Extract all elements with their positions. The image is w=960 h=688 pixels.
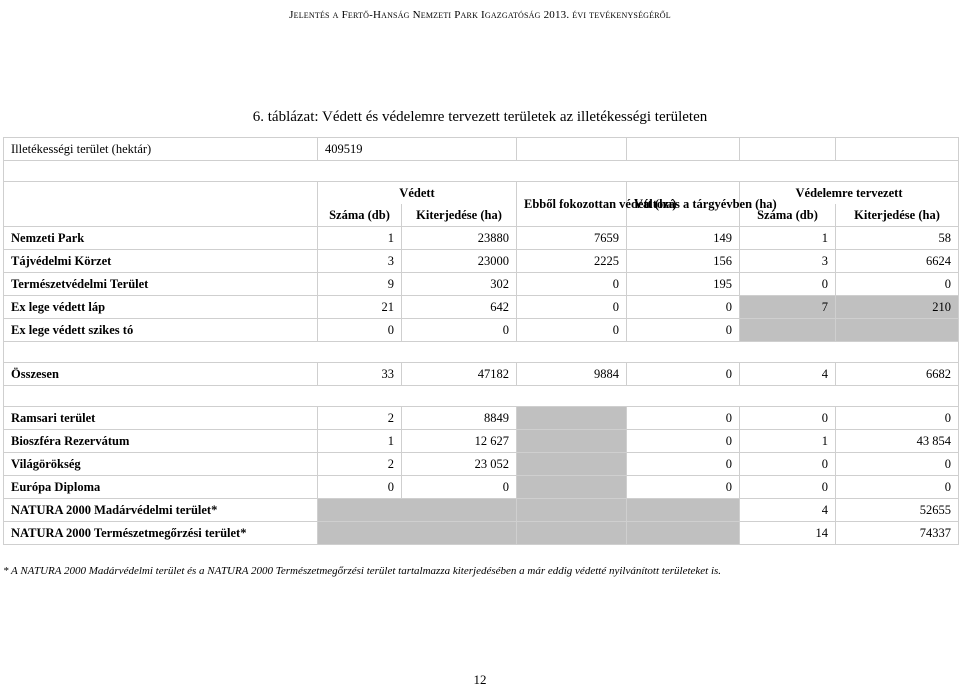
row-label: Európa Diploma [4, 476, 318, 499]
area-label: Illetékességi terület (hektár) [4, 138, 318, 161]
cell-fokozottan: 0 [517, 296, 627, 319]
cell-kiterjedese: 47182 [402, 363, 517, 386]
area-value: 409519 [318, 138, 517, 161]
table-row [4, 250, 959, 273]
table-row [4, 296, 959, 319]
header-row-top [4, 182, 959, 205]
row-label: Összesen [4, 363, 318, 386]
shaded-cell [517, 407, 627, 430]
cell-kiterjedese-tervezett: 52655 [836, 499, 959, 522]
shaded-cell [517, 499, 627, 522]
cell-valtozas: 0 [627, 430, 740, 453]
row-label: Természetvédelmi Terület [4, 273, 318, 296]
cell-szama: 9 [318, 273, 402, 296]
shaded-cell [627, 522, 740, 545]
cell-szama-tervezett: 4 [740, 363, 836, 386]
table-row [4, 227, 959, 250]
table-row [4, 407, 959, 430]
table-caption: 6. táblázat: Védett és védelemre tervezett területek az illetékességi területen [252, 109, 708, 125]
cell-kiterjedese: 23 052 [402, 453, 517, 476]
shaded-cell [517, 476, 627, 499]
table-row [4, 522, 959, 545]
cell-szama: 33 [318, 363, 402, 386]
row-label: Nemzeti Park [4, 227, 318, 250]
shaded-cell [517, 453, 627, 476]
cell-kiterjedese-tervezett: 0 [836, 453, 959, 476]
cell-kiterjedese: 302 [402, 273, 517, 296]
header-fokozottan: Ebből fokozottan védett (ha) [517, 182, 627, 227]
shaded-cell [517, 522, 627, 545]
cell-kiterjedese: 23000 [402, 250, 517, 273]
cell-valtozas: 156 [627, 250, 740, 273]
cell-valtozas: 0 [627, 476, 740, 499]
cell-kiterjedese-tervezett: 6682 [836, 363, 959, 386]
cell-valtozas: 195 [627, 273, 740, 296]
cell-szama: 0 [318, 319, 402, 342]
row-label: Ramsari terület [4, 407, 318, 430]
cell-szama-tervezett: 0 [740, 273, 836, 296]
table-row [4, 499, 959, 522]
cell-fokozottan: 2225 [517, 250, 627, 273]
shaded-cell [318, 499, 517, 522]
cell-szama-tervezett: 0 [740, 407, 836, 430]
total-row [4, 363, 959, 386]
cell-valtozas: 0 [627, 407, 740, 430]
cell-kiterjedese: 0 [402, 319, 517, 342]
cell-szama-tervezett: 3 [740, 250, 836, 273]
spacer-row [4, 386, 959, 407]
cell-szama: 1 [318, 430, 402, 453]
cell-szama: 21 [318, 296, 402, 319]
cell-kiterjedese-tervezett: 74337 [836, 522, 959, 545]
cell-szama-tervezett: 7 [740, 296, 836, 319]
spacer-row [4, 342, 959, 363]
cell-szama: 0 [318, 476, 402, 499]
cell-szama: 2 [318, 453, 402, 476]
shaded-cell [740, 319, 836, 342]
row-label: Bioszféra Rezervátum [4, 430, 318, 453]
row-label: Ex lege védett szikes tó [4, 319, 318, 342]
cell-valtozas: 0 [627, 453, 740, 476]
cell-kiterjedese-tervezett: 43 854 [836, 430, 959, 453]
table-row [4, 430, 959, 453]
spacer-row [4, 161, 959, 182]
cell-kiterjedese-tervezett: 58 [836, 227, 959, 250]
cell-kiterjedese: 8849 [402, 407, 517, 430]
shaded-cell [517, 430, 627, 453]
cell-valtozas: 149 [627, 227, 740, 250]
cell-kiterjedese: 12 627 [402, 430, 517, 453]
cell-fokozottan: 0 [517, 273, 627, 296]
cell-szama-tervezett: 0 [740, 453, 836, 476]
cell-szama: 1 [318, 227, 402, 250]
row-label: Világörökség [4, 453, 318, 476]
header-valtozas: Változás a tárgyévben (ha) [627, 182, 740, 227]
cell-fokozottan: 9884 [517, 363, 627, 386]
cell-fokozottan: 0 [517, 319, 627, 342]
shaded-cell [627, 499, 740, 522]
table-row [4, 319, 959, 342]
table-row [4, 273, 959, 296]
cell-kiterjedese: 0 [402, 476, 517, 499]
table-row [4, 453, 959, 476]
shaded-cell [836, 319, 959, 342]
cell-szama-tervezett: 0 [740, 476, 836, 499]
cell-kiterjedese: 23880 [402, 227, 517, 250]
cell-szama-tervezett: 14 [740, 522, 836, 545]
shaded-cell [318, 522, 517, 545]
header-szama: Száma (db) [318, 204, 402, 227]
row-label: Ex lege védett láp [4, 296, 318, 319]
running-head: Jelentés a Fertő-Hanság Nemzeti Park Igazgatóság 2013. évi tevékenységéről [289, 9, 671, 21]
footnote: * A NATURA 2000 Madárvédelmi terület és a NATURA 2000 Természetmegőrzési terület tartalmazza kiterjedésében a már eddig védetté nyilvánított területeket is. [3, 565, 722, 577]
header-kiterjedese-tervezett: Kiterjedése (ha) [836, 204, 959, 227]
cell-szama-tervezett: 4 [740, 499, 836, 522]
cell-valtozas: 0 [627, 296, 740, 319]
page-number: 12 [473, 672, 487, 687]
cell-kiterjedese-tervezett: 210 [836, 296, 959, 319]
header-vedelemre: Védelemre tervezett [740, 182, 959, 205]
cell-kiterjedese-tervezett: 0 [836, 476, 959, 499]
header-vedett: Védett [318, 182, 517, 205]
cell-szama-tervezett: 1 [740, 227, 836, 250]
cell-szama-tervezett: 1 [740, 430, 836, 453]
header-kiterjedese: Kiterjedése (ha) [402, 204, 517, 227]
cell-kiterjedese: 642 [402, 296, 517, 319]
cell-szama: 3 [318, 250, 402, 273]
row-label: Tájvédelmi Körzet [4, 250, 318, 273]
cell-kiterjedese-tervezett: 0 [836, 407, 959, 430]
area-row [4, 138, 959, 161]
table-row [4, 476, 959, 499]
cell-kiterjedese-tervezett: 0 [836, 273, 959, 296]
cell-szama: 2 [318, 407, 402, 430]
row-label: NATURA 2000 Madárvédelmi terület* [4, 499, 318, 522]
cell-kiterjedese-tervezett: 6624 [836, 250, 959, 273]
protected-areas-table [3, 137, 959, 545]
row-label: NATURA 2000 Természetmegőrzési terület* [4, 522, 318, 545]
cell-valtozas: 0 [627, 363, 740, 386]
cell-fokozottan: 7659 [517, 227, 627, 250]
cell-valtozas: 0 [627, 319, 740, 342]
header-szama-tervezett: Száma (db) [740, 204, 836, 227]
